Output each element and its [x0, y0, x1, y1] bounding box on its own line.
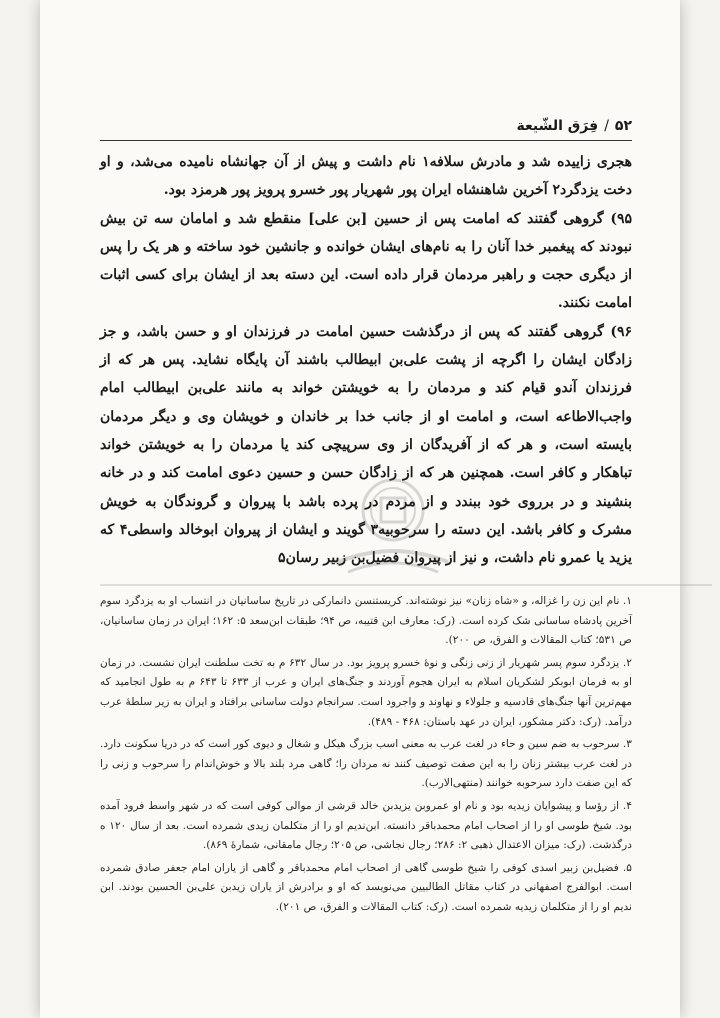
footnotes — [100, 592, 632, 921]
running-header — [100, 118, 632, 138]
header-rule — [100, 140, 632, 141]
book-title: فِرَق الشّیعة — [516, 118, 599, 134]
page-number: ۵۲ — [614, 118, 632, 134]
footnote-divider — [100, 580, 712, 590]
paragraph-96: ۹۶) گروهی گفتند که پس از درگذشت حسین امامت در فرزندان او و حسن باشد، و جز زادگان ایشان را اگرچه از پشت علی‌بن ابیطالب باشند آن پایگاه نشاید. پس هر که از فرزندان آندو قیام کند و مردمان را به خویشتن خواند به مانند علی‌بن ابیطالب امام واجب‌الاطاعه است، و امامت او از جانب خدا بر خاندان و خویشان وی و دیگر مردمان بایسته است، و هر که از آفریدگان از وی سرپیچی کند یا مردمان را به خویشتن خواند تباهکار و کافر است. همچنین هر که از زادگان حسن و حسین دعوی امامت کند و در خانه بنشیند و در برروی خود ببندد و از مردم در پرده باشد با پیروان و گروندگان به خویش مشرک و کافر باشد. این دسته را سرحوبیه۳ گویند و ایشان از پیروان ابوخالد واسطی۴ که یزید یا عمرو نام داشت، و نیز از پیروان فضیل‌بن زبیر رسان۵ — [100, 323, 632, 567]
footnote-1: ۱. نام این زن را غزاله، و «شاه زنان» نیز نوشته‌اند. کریستنسن دانمارکی در تاریخ ساسانیان در انتساب او به یزدگرد سوم آخرین پادشاه ساسانی شک کرده است. (رک: معارف ابن قتیبه، ص ۹۴؛ طبقات ابن‌سعد ۵: ۱۶۲؛ ایران در زمان ساسانیان، ص ۵۳۱؛ کتاب المقالات و الفرق، ص ۲۰۰). — [100, 595, 632, 647]
header-separator: / — [604, 118, 609, 134]
intro-paragraph: هجری زاییده شد و مادرش سلافه۱ نام داشت و پیش از آن جهانشاه نامیده می‌شد، و او دخت یزدگرد۲ آخرین شاهنشاه ایران پور شهریار پور خسرو پرویز پور هرمزد بود. — [100, 154, 632, 199]
book-page — [40, 0, 680, 1018]
footnote-5: ۵. فضیل‌بن زبیر اسدی کوفی را شیخ طوسی گاهی از اصحاب امام محمدباقر و گاهی از یاران امام جعفر صادق شمرده است. ابوالفرج اصفهانی در کتاب مقاتل الطالبیین می‌نویسد که او و برادرش از یاران زیدبن علی‌بن الحسین بودند. ابن ندیم او را از متکلمان زیدیه شمرده است. (رک: کتاب المقالات و الفرق، ص ۲۰۱). — [100, 861, 632, 913]
footnote-2: ۲. یزدگرد سوم پسر شهریار از زنی زنگی و نوهٔ خسرو پرویز بود. در سال ۶۳۲ م به تخت سلطنت ایران نشست. در زمان او به فرمان ابوبکر لشکریان اسلام به ایران هجوم آوردند و جنگ‌های ایران و عرب از ۶۳۳ تا ۶۴۳ م به طول انجامید که مهم‌ترین آنها جنگ‌های قادسیه و جلولاء و نهاوند و واجرود است. سرانجام دولت ساسانی برافتاد و ایران به زیر سلطهٔ عرب درآمد. (رک: دکتر مشکور، ایران در عهد باستان: ۴۶۸ - ۴۸۹). — [100, 656, 632, 728]
library-seal-watermark — [318, 470, 468, 580]
paragraph-95: ۹۵) گروهی گفتند که امامت پس از حسین [بن علی] منقطع شد و امامان سه تن بیش نبودند که پیغمبر خدا آنان را به نام‌های ایشان خوانده و جانشین خود ساخته و هر یک را پس از دیگری حجت و راهبر مردمان قرار داده است. این دسته بعد از ایشان برای کسی اثبات امامت نکنند. — [100, 210, 632, 312]
footnote-3: ۳. سرحوب به ضم سین و حاء در لغت عرب به معنی اسب بزرگ هیکل و شغال و دیوی کور است که در دریا سکونت دارد. در لغت عرب بیشتر زنان را به این صفت توصیف کنند نه مردان را؛ گاهی مرد بلند بالا و خوش‌اندام را سرحوب و زنی را که این صفت دارد سرحوبه خوانند (منتهی‌الارب). — [100, 738, 632, 790]
footnote-4: ۴. از رؤسا و پیشوایان زیدیه بود و نام او عمروبن یزیدبن خالد قرشی از موالی کوفی است که در شهر واسط فرود آمده بود. شیخ طوسی او را از اصحاب امام محمدباقر دانسته. ابن‌ندیم او را از متکلمان زیدی شمرده است. بعد از سال ۱۲۰ ه درگذشت. (رک: میزان الاعتدال ذهبی ۲: ۲۸۶؛ رجال نجاشی، ص ۲۰۵؛ رجال مامقانی، شمارهٔ ۸۶۹). — [100, 799, 633, 852]
